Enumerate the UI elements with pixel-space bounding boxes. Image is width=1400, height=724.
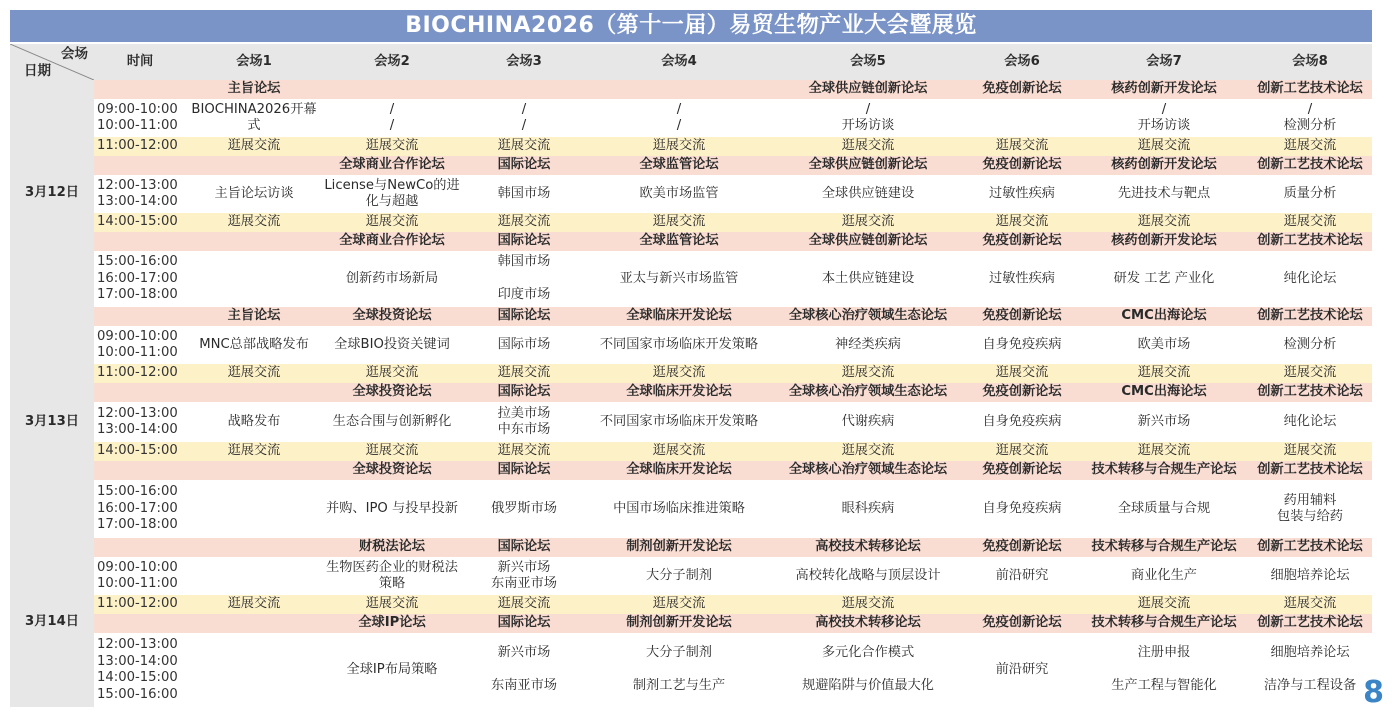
session-cell — [462, 557, 586, 595]
venue-header: 会场1 — [186, 44, 322, 80]
session-cell: 质量分析 — [1283, 185, 1337, 201]
session-line — [464, 662, 584, 679]
session-cell: 大分子制剂 — [646, 567, 712, 583]
forum-name-cell — [186, 461, 322, 480]
session-cell: 细胞培养论坛 — [1270, 567, 1350, 583]
forum-name-cell: 主旨论坛 — [186, 80, 322, 99]
venue-header: 会场3 — [462, 44, 586, 80]
session-cell — [772, 99, 964, 137]
session-line — [1250, 662, 1370, 679]
time-cell — [94, 80, 186, 99]
forum-row — [10, 307, 1372, 326]
forum-name-cell — [322, 80, 462, 99]
session-cell: 纯化论坛 — [1283, 413, 1337, 429]
forum-name-cell: 创新工艺技术论坛 — [1248, 383, 1372, 402]
session-cell: BIOCHINA2026开幕式 — [191, 101, 317, 133]
session-line: / — [676, 101, 682, 117]
session-cell — [1248, 99, 1372, 137]
session-cell — [462, 99, 586, 137]
date-cell: 3月14日 — [10, 538, 94, 707]
session-line: 多元化合作模式 — [821, 645, 915, 661]
forum-name-cell: 创新工艺技术论坛 — [1248, 307, 1372, 326]
venue-header: 会场7 — [1080, 44, 1248, 80]
session-cell: 全球质量与合规 — [1117, 500, 1211, 516]
time-slot: 17:00-18:00 — [97, 517, 178, 533]
time-cell: 14:00-15:00 — [94, 213, 186, 232]
session-row — [10, 402, 1372, 442]
session-line: 东南亚市场 — [491, 678, 557, 694]
session-row — [10, 557, 1372, 595]
time-cell — [94, 557, 186, 595]
exhibition-cell: 逛展交流 — [462, 213, 586, 232]
session-cell — [964, 99, 1080, 137]
session-line: 药用辅料 — [1283, 492, 1337, 508]
forum-name-cell: 核药创新开发论坛 — [1080, 80, 1248, 99]
exhibition-cell: 逛展交流 — [1080, 364, 1248, 383]
exhibition-row — [10, 595, 1372, 614]
time-slot: 13:00-14:00 — [97, 653, 178, 669]
session-cell: 生态合围与创新孵化 — [332, 413, 452, 429]
session-cell: 欧美市场监管 — [639, 185, 719, 201]
time-cell — [94, 156, 186, 175]
forum-name-cell: 国际论坛 — [462, 614, 586, 633]
session-cell: 本土供应链建设 — [821, 270, 915, 286]
exhibition-cell: 逛展交流 — [586, 213, 772, 232]
session-cell — [772, 633, 964, 707]
session-line: / — [389, 101, 395, 117]
forum-name-cell: 创新工艺技术论坛 — [1248, 538, 1372, 557]
header-row — [10, 44, 1372, 80]
forum-name-cell: 全球供应链创新论坛 — [772, 80, 964, 99]
session-cell: 前沿研究 — [995, 661, 1049, 677]
forum-name-cell — [186, 232, 322, 251]
exhibition-cell: 逛展交流 — [772, 364, 964, 383]
time-cell — [94, 461, 186, 480]
forum-name-cell: 创新工艺技术论坛 — [1248, 461, 1372, 480]
exhibition-cell: 逛展交流 — [772, 213, 964, 232]
schedule-table — [10, 44, 1372, 707]
exhibition-cell: 逛展交流 — [1080, 442, 1248, 461]
session-line: / — [521, 101, 527, 117]
venue-header: 会场8 — [1248, 44, 1372, 80]
exhibition-cell: 逛展交流 — [322, 595, 462, 614]
time-cell: 11:00-12:00 — [94, 137, 186, 156]
time-cell — [94, 175, 186, 213]
session-line: / — [1307, 101, 1313, 117]
time-slot: 09:00-10:00 — [97, 101, 178, 117]
time-slot: 12:00-13:00 — [97, 637, 178, 652]
forum-name-cell: 财税法论坛 — [322, 538, 462, 557]
session-cell: 眼科疾病 — [841, 500, 895, 516]
session-line: 规避陷阱与价值最大化 — [802, 678, 934, 694]
exhibition-cell: 逛展交流 — [964, 364, 1080, 383]
exhibition-cell: 逛展交流 — [964, 213, 1080, 232]
venue-header: 会场2 — [322, 44, 462, 80]
time-slot: 09:00-10:00 — [97, 559, 178, 575]
forum-name-cell — [586, 80, 772, 99]
exhibition-row — [10, 364, 1372, 383]
forum-name-cell: 核药创新开发论坛 — [1080, 156, 1248, 175]
forum-name-cell: CMC出海论坛 — [1080, 383, 1248, 402]
forum-name-cell: 全球核心治疗领域生态论坛 — [772, 383, 964, 402]
forum-name-cell: 全球投资论坛 — [322, 461, 462, 480]
time-slot: 10:00-11:00 — [97, 345, 178, 360]
session-cell: 韩国市场 — [497, 185, 551, 201]
session-line: / — [389, 118, 395, 133]
session-cell — [586, 633, 772, 707]
forum-name-cell: 国际论坛 — [462, 232, 586, 251]
exhibition-cell: 逛展交流 — [586, 595, 772, 614]
forum-name-cell: 国际论坛 — [462, 383, 586, 402]
exhibition-cell: 逛展交流 — [1248, 137, 1372, 156]
time-slot: 15:00-16:00 — [97, 254, 178, 270]
time-cell — [94, 99, 186, 137]
session-line: 拉美市场 — [497, 405, 551, 421]
time-cell — [94, 307, 186, 326]
exhibition-cell: 逛展交流 — [186, 442, 322, 461]
session-cell — [1080, 99, 1248, 137]
exhibition-cell: 逛展交流 — [186, 137, 322, 156]
time-slot: 10:00-11:00 — [97, 118, 178, 133]
exhibition-row — [10, 137, 1372, 156]
forum-row — [10, 80, 1372, 99]
forum-name-cell: 全球供应链创新论坛 — [772, 232, 964, 251]
time-cell — [94, 326, 186, 364]
time-slot: 17:00-18:00 — [97, 287, 178, 303]
session-cell: 商业化生产 — [1131, 567, 1197, 583]
session-cell — [186, 480, 322, 538]
exhibition-cell — [964, 595, 1080, 614]
forum-name-cell: 技术转移与合规生产论坛 — [1080, 538, 1248, 557]
forum-name-cell: 创新工艺技术论坛 — [1248, 156, 1372, 175]
session-cell — [462, 402, 586, 442]
forum-name-cell: 免疫创新论坛 — [964, 538, 1080, 557]
exhibition-cell: 逛展交流 — [1080, 595, 1248, 614]
forum-name-cell — [186, 538, 322, 557]
session-cell: 自身免疫疾病 — [982, 413, 1062, 429]
session-cell: 先进技术与靶点 — [1117, 185, 1211, 201]
forum-name-cell: 国际论坛 — [462, 538, 586, 557]
venue-header: 会场5 — [772, 44, 964, 80]
session-line: 中东市场 — [497, 422, 551, 437]
forum-name-cell: 高校技术转移论坛 — [772, 614, 964, 633]
forum-name-cell: 技术转移与合规生产论坛 — [1080, 614, 1248, 633]
forum-name-cell — [186, 614, 322, 633]
session-line: 新兴市场 — [497, 559, 551, 575]
time-cell — [94, 232, 186, 251]
session-cell: 中国市场临床推进策略 — [613, 500, 745, 516]
session-line: 东南亚市场 — [491, 576, 557, 591]
time-slot: 13:00-14:00 — [97, 422, 178, 437]
forum-name-cell: 全球监管论坛 — [586, 156, 772, 175]
exhibition-cell: 逛展交流 — [586, 137, 772, 156]
session-line: 开场访谈 — [841, 118, 895, 133]
session-line: 生产工程与智能化 — [1111, 678, 1217, 694]
date-cell: 3月12日 — [10, 80, 94, 307]
exhibition-cell: 逛展交流 — [1080, 137, 1248, 156]
session-line: 大分子制剂 — [646, 645, 712, 661]
exhibition-cell: 逛展交流 — [186, 364, 322, 383]
session-cell — [186, 251, 322, 307]
session-row — [10, 175, 1372, 213]
session-cell: 新兴市场 — [1137, 413, 1191, 429]
exhibition-cell: 逛展交流 — [186, 213, 322, 232]
forum-row — [10, 614, 1372, 633]
page-number: 8 — [1363, 675, 1384, 710]
time-cell — [94, 480, 186, 538]
session-cell: 亚太与新兴市场监管 — [619, 270, 739, 286]
exhibition-cell: 逛展交流 — [462, 364, 586, 383]
session-cell: 国际市场 — [497, 336, 551, 352]
session-line — [1082, 662, 1246, 679]
forum-name-cell: 技术转移与合规生产论坛 — [1080, 461, 1248, 480]
forum-name-cell: 全球供应链创新论坛 — [772, 156, 964, 175]
session-row — [10, 99, 1372, 137]
session-cell — [462, 633, 586, 707]
forum-name-cell: 全球核心治疗领域生态论坛 — [772, 307, 964, 326]
session-cell: 不同国家市场临床开发策略 — [599, 336, 759, 352]
forum-name-cell: 全球临床开发论坛 — [586, 307, 772, 326]
forum-name-cell: 全球IP论坛 — [322, 614, 462, 633]
venue-header: 会场6 — [964, 44, 1080, 80]
forum-name-cell: 全球核心治疗领域生态论坛 — [772, 461, 964, 480]
forum-name-cell: 免疫创新论坛 — [964, 614, 1080, 633]
session-row — [10, 633, 1372, 707]
forum-row — [10, 383, 1372, 402]
time-slot: 09:00-10:00 — [97, 328, 178, 344]
session-line: / — [865, 101, 871, 117]
exhibition-cell: 逛展交流 — [322, 213, 462, 232]
session-line: 细胞培养论坛 — [1270, 645, 1350, 661]
session-cell: 高校转化战略与顶层设计 — [795, 567, 941, 583]
corner-cell — [10, 44, 94, 80]
session-line — [464, 271, 584, 288]
forum-name-cell: 免疫创新论坛 — [964, 307, 1080, 326]
session-line: 制剂工艺与生产 — [632, 678, 726, 694]
forum-row — [10, 538, 1372, 557]
forum-name-cell: 创新工艺技术论坛 — [1248, 80, 1372, 99]
session-cell: 自身免疫疾病 — [982, 500, 1062, 516]
exhibition-cell: 逛展交流 — [462, 595, 586, 614]
session-cell — [186, 557, 322, 595]
session-cell: 自身免疫疾病 — [982, 336, 1062, 352]
forum-name-cell: 全球临床开发论坛 — [586, 383, 772, 402]
session-cell: License与NewCo的进化与超越 — [324, 177, 460, 209]
session-cell: 全球IP布局策略 — [346, 661, 438, 677]
session-cell: 不同国家市场临床开发策略 — [599, 413, 759, 429]
forum-name-cell: 创新工艺技术论坛 — [1248, 232, 1372, 251]
forum-name-cell: 免疫创新论坛 — [964, 461, 1080, 480]
session-cell: 并购、IPO 与投早投新 — [326, 500, 458, 516]
forum-name-cell: 国际论坛 — [462, 461, 586, 480]
exhibition-cell: 逛展交流 — [1248, 442, 1372, 461]
forum-name-cell: 全球监管论坛 — [586, 232, 772, 251]
exhibition-cell: 逛展交流 — [1248, 213, 1372, 232]
session-line: / — [1161, 101, 1167, 117]
session-cell — [586, 99, 772, 137]
forum-name-cell: 免疫创新论坛 — [964, 156, 1080, 175]
time-header: 时间 — [94, 44, 186, 80]
exhibition-cell: 逛展交流 — [322, 442, 462, 461]
forum-name-cell: 核药创新开发论坛 — [1080, 232, 1248, 251]
session-cell: 神经类疾病 — [835, 336, 901, 352]
exhibition-cell: 逛展交流 — [1248, 364, 1372, 383]
forum-name-cell: 主旨论坛 — [186, 307, 322, 326]
session-cell: 战略发布 — [227, 413, 281, 429]
session-cell: MNC总部战略发布 — [199, 336, 309, 352]
session-cell — [186, 633, 322, 707]
forum-name-cell: 免疫创新论坛 — [964, 232, 1080, 251]
session-cell: 俄罗斯市场 — [491, 500, 557, 516]
session-cell: 研发 工艺 产业化 — [1113, 270, 1215, 286]
time-cell — [94, 251, 186, 307]
forum-row — [10, 461, 1372, 480]
session-line: 韩国市场 — [497, 254, 551, 270]
forum-name-cell: 制剂创新开发论坛 — [586, 614, 772, 633]
exhibition-cell: 逛展交流 — [964, 442, 1080, 461]
forum-name-cell: 全球投资论坛 — [322, 383, 462, 402]
time-cell — [94, 383, 186, 402]
session-line: / — [676, 118, 682, 133]
time-cell — [94, 402, 186, 442]
forum-name-cell: 全球临床开发论坛 — [586, 461, 772, 480]
time-cell: 11:00-12:00 — [94, 364, 186, 383]
session-line: 包装与给药 — [1277, 509, 1343, 524]
exhibition-cell: 逛展交流 — [186, 595, 322, 614]
exhibition-cell: 逛展交流 — [772, 595, 964, 614]
session-row — [10, 251, 1372, 307]
session-cell: 生物医药企业的财税法策略 — [326, 559, 458, 591]
session-line — [588, 662, 770, 679]
forum-name-cell: 全球商业合作论坛 — [322, 232, 462, 251]
session-line: 洁净与工程设备 — [1263, 678, 1357, 694]
time-slot: 10:00-11:00 — [97, 576, 178, 591]
forum-name-cell: 免疫创新论坛 — [964, 383, 1080, 402]
exhibition-row — [10, 213, 1372, 232]
session-cell — [462, 251, 586, 307]
forum-name-cell: 免疫创新论坛 — [964, 80, 1080, 99]
exhibition-cell: 逛展交流 — [1080, 213, 1248, 232]
time-slot: 16:00-17:00 — [97, 270, 178, 286]
session-line: 新兴市场 — [497, 645, 551, 661]
venue-header: 会场4 — [586, 44, 772, 80]
exhibition-cell: 逛展交流 — [462, 137, 586, 156]
forum-name-cell: 高校技术转移论坛 — [772, 538, 964, 557]
time-slot: 16:00-17:00 — [97, 500, 178, 516]
forum-row — [10, 232, 1372, 251]
session-cell: 全球BIO投资关键词 — [334, 336, 450, 352]
session-cell: 主旨论坛访谈 — [214, 185, 294, 201]
page-title: BIOCHINA2026（第十一届）易贸生物产业大会暨展览 — [10, 10, 1372, 42]
exhibition-cell: 逛展交流 — [586, 364, 772, 383]
session-cell — [1248, 480, 1372, 538]
session-line: / — [521, 118, 527, 133]
session-cell: 前沿研究 — [995, 567, 1049, 583]
time-slot: 12:00-13:00 — [97, 177, 178, 193]
time-cell: 14:00-15:00 — [94, 442, 186, 461]
exhibition-cell: 逛展交流 — [586, 442, 772, 461]
session-cell: 欧美市场 — [1137, 336, 1191, 352]
time-slot: 12:00-13:00 — [97, 405, 178, 421]
session-line: 检测分析 — [1283, 118, 1337, 133]
time-slot: 13:00-14:00 — [97, 194, 178, 209]
exhibition-cell: 逛展交流 — [462, 442, 586, 461]
forum-name-cell: 创新工艺技术论坛 — [1248, 614, 1372, 633]
exhibition-cell: 逛展交流 — [322, 364, 462, 383]
time-cell — [94, 633, 186, 707]
forum-name-cell: 全球商业合作论坛 — [322, 156, 462, 175]
session-cell: 检测分析 — [1283, 336, 1337, 352]
time-slot: 15:00-16:00 — [97, 484, 178, 500]
forum-name-cell: CMC出海论坛 — [1080, 307, 1248, 326]
exhibition-cell: 逛展交流 — [772, 442, 964, 461]
exhibition-cell: 逛展交流 — [322, 137, 462, 156]
exhibition-cell: 逛展交流 — [964, 137, 1080, 156]
session-line: 开场访谈 — [1137, 118, 1191, 133]
time-cell — [94, 538, 186, 557]
session-cell — [1080, 633, 1248, 707]
time-cell — [94, 614, 186, 633]
forum-name-cell: 制剂创新开发论坛 — [586, 538, 772, 557]
forum-name-cell: 全球投资论坛 — [322, 307, 462, 326]
session-line: 注册申报 — [1137, 645, 1191, 661]
time-slot: 15:00-16:00 — [97, 686, 178, 702]
session-cell: 过敏性疾病 — [989, 185, 1055, 201]
session-cell: 过敏性疾病 — [989, 270, 1055, 286]
forum-name-cell — [462, 80, 586, 99]
session-row — [10, 326, 1372, 364]
session-cell: 创新药市场新局 — [345, 270, 439, 286]
forum-name-cell — [186, 383, 322, 402]
session-line — [774, 662, 962, 679]
forum-name-cell — [186, 156, 322, 175]
session-line: 印度市场 — [497, 287, 551, 303]
session-cell: 纯化论坛 — [1283, 270, 1337, 286]
time-cell: 11:00-12:00 — [94, 595, 186, 614]
forum-name-cell: 国际论坛 — [462, 156, 586, 175]
session-cell: 全球供应链建设 — [821, 185, 915, 201]
corner-venue-label: 会场 — [61, 46, 88, 62]
date-cell: 3月13日 — [10, 307, 94, 538]
session-cell: 代谢疾病 — [841, 413, 895, 429]
corner-date-label: 日期 — [24, 62, 51, 79]
exhibition-cell: 逛展交流 — [772, 137, 964, 156]
forum-name-cell: 国际论坛 — [462, 307, 586, 326]
exhibition-cell: 逛展交流 — [1248, 595, 1372, 614]
session-cell — [322, 99, 462, 137]
session-cell — [1248, 633, 1372, 707]
time-slot: 14:00-15:00 — [97, 670, 178, 685]
session-row — [10, 480, 1372, 538]
exhibition-row — [10, 442, 1372, 461]
forum-row — [10, 156, 1372, 175]
